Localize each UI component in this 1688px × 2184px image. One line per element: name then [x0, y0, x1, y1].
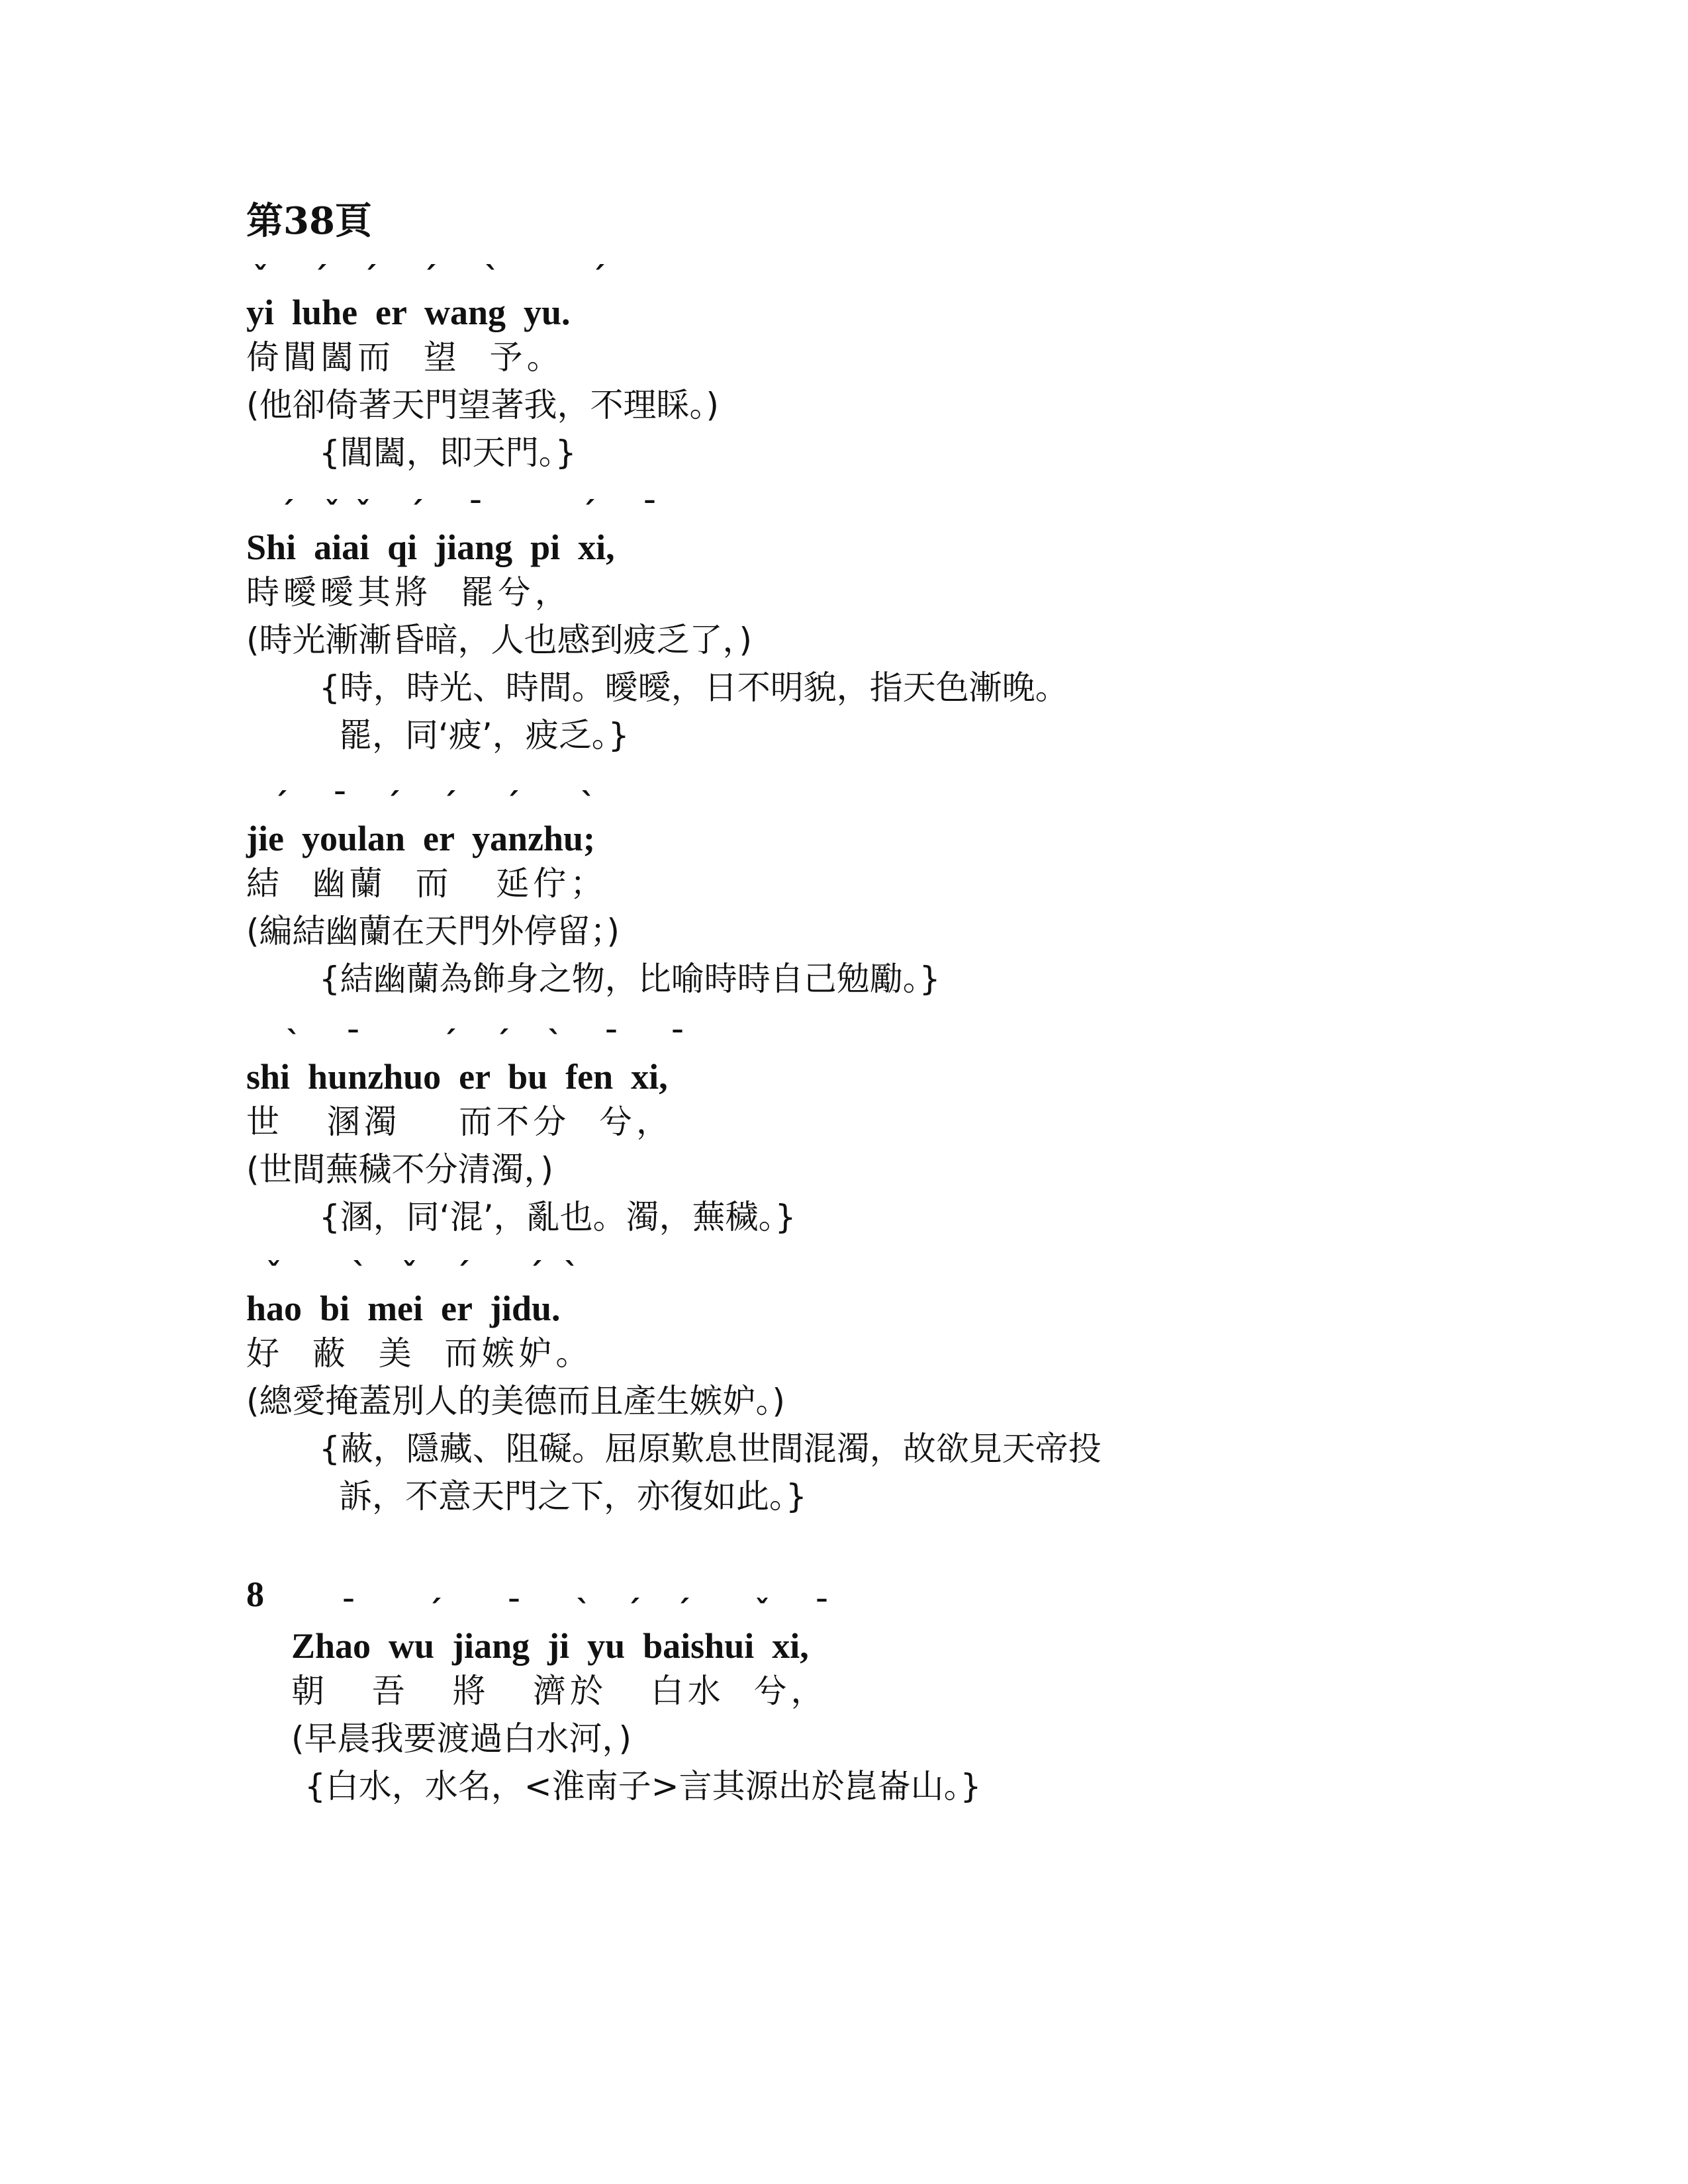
- tone-mark: ˊ: [581, 495, 596, 531]
- chinese-line: 結 幽蘭 而 延佇；: [246, 864, 608, 903]
- translation-line: (他卻倚著天門望著我，不理睬。): [246, 386, 720, 424]
- tone-mark: ˇ: [266, 1256, 281, 1292]
- tone-mark: ˊ: [422, 260, 437, 296]
- tone-mark: ˊ: [408, 495, 424, 531]
- tone-marks: [246, 786, 1438, 822]
- annotation-line: {時，時光、時間。曖曖，日不明貌，指天色漸晚。: [319, 668, 1068, 707]
- stanza-5: [246, 1256, 1438, 1520]
- tone-marks: [246, 260, 1438, 296]
- tone-mark: ˋ: [352, 1256, 367, 1292]
- chinese-line: 倚閶闔而 望 予。: [246, 338, 564, 377]
- stanza-6: [291, 1594, 1483, 1810]
- tone-mark: ˊ: [312, 260, 328, 296]
- annotation-line: 罷，同‘疲’，疲乏。}: [339, 716, 630, 754]
- annotation-line: 訴，不意天門之下，亦復如此。}: [339, 1477, 807, 1516]
- stanza-4: [246, 1024, 1438, 1241]
- annotation-line: {白水，水名，<淮南子>言其源出於崑崙山。}: [305, 1767, 982, 1805]
- pinyin-line: Zhao wu jiang ji yu baishui xi,: [291, 1626, 809, 1666]
- tone-mark: ˉ: [670, 1024, 685, 1060]
- tone-mark: ˊ: [273, 786, 288, 822]
- stanza-1: [246, 260, 1438, 477]
- section-number: 8: [246, 1574, 264, 1614]
- tone-mark: ˋ: [547, 1024, 563, 1060]
- pinyin-line: hao bi mei er jidu.: [246, 1289, 561, 1328]
- chinese-line: 時曖曖其將 罷兮，: [246, 573, 572, 612]
- pinyin-line: jie youlan er yanzhu;: [246, 819, 596, 858]
- tone-mark: ˊ: [442, 786, 457, 822]
- tone-marks: [291, 1594, 1483, 1629]
- chinese-line: 朝 吾 將 濟於 白水 兮，: [291, 1672, 828, 1710]
- tone-mark: ˉ: [604, 1024, 619, 1060]
- tone-mark: ˊ: [455, 1256, 470, 1292]
- tone-mark: ˊ: [590, 260, 606, 296]
- tone-mark: ˉ: [506, 1594, 522, 1629]
- tone-mark: ˉ: [341, 1594, 356, 1629]
- tone-marks: [246, 1256, 1438, 1292]
- tone-mark: ˊ: [279, 495, 295, 531]
- translation-line: (早晨我要渡過白水河，): [291, 1719, 632, 1758]
- tone-mark: ˊ: [385, 786, 400, 822]
- tone-mark: ˊ: [442, 1024, 457, 1060]
- chinese-line: 世 溷濁 而不分 兮，: [246, 1103, 674, 1141]
- page-title: 第38頁: [246, 199, 372, 243]
- tone-mark: ˊ: [626, 1594, 641, 1629]
- tone-mark: ˉ: [814, 1594, 829, 1629]
- tone-mark: ˇ: [253, 260, 268, 296]
- tone-mark: ˊ: [675, 1594, 690, 1629]
- stanza-3: [246, 786, 1438, 1003]
- stanza-2: [246, 495, 1438, 759]
- tone-mark: ˊ: [427, 1594, 442, 1629]
- tone-mark: ˉ: [642, 495, 657, 531]
- tone-mark: ˋ: [576, 1594, 591, 1629]
- tone-mark: ˇ: [402, 1256, 417, 1292]
- pinyin-line: yi luhe er wang yu.: [246, 293, 571, 332]
- tone-marks: [246, 1024, 1438, 1060]
- tone-mark: ˊ: [362, 260, 377, 296]
- translation-line: (世間蕪穢不分清濁，): [246, 1150, 554, 1189]
- annotation-line: {結幽蘭為飾身之物，比喻時時自己勉勵。}: [319, 960, 941, 998]
- tone-mark: ˊ: [504, 786, 520, 822]
- annotation-line: {溷，同‘混’，亂也。濁，蕪穢。}: [319, 1198, 796, 1236]
- translation-line: (總愛掩蓋別人的美德而且產生嫉妒。): [246, 1382, 786, 1420]
- tone-mark: ˋ: [485, 260, 500, 296]
- tone-marks: [246, 495, 1438, 531]
- tone-mark: ˇ: [355, 495, 371, 531]
- translation-line: (編結幽蘭在天門外停留；): [246, 912, 620, 950]
- tone-mark: ˋ: [286, 1024, 301, 1060]
- tone-mark: ˉ: [346, 1024, 361, 1060]
- annotation-line: {閶闔，即天門。}: [319, 433, 577, 472]
- tone-mark: ˇ: [324, 495, 340, 531]
- chinese-line: 好 蔽 美 而嫉妒。: [246, 1334, 593, 1373]
- tone-mark: ˊ: [528, 1256, 543, 1292]
- annotation-line: {蔽，隱藏、阻礙。屈原歎息世間混濁，故欲見天帝投: [319, 1430, 1102, 1468]
- tone-mark: ˉ: [468, 495, 483, 531]
- tone-mark: ˋ: [581, 786, 596, 822]
- tone-mark: ˊ: [494, 1024, 510, 1060]
- tone-mark: ˉ: [332, 786, 348, 822]
- tone-mark: ˋ: [564, 1256, 579, 1292]
- pinyin-line: Shi aiai qi jiang pi xi,: [246, 527, 615, 567]
- pinyin-line: shi hunzhuo er bu fen xi,: [246, 1057, 668, 1097]
- translation-line: (時光漸漸昏暗，人也感到疲乏了，): [246, 621, 753, 659]
- tone-mark: ˇ: [755, 1594, 770, 1629]
